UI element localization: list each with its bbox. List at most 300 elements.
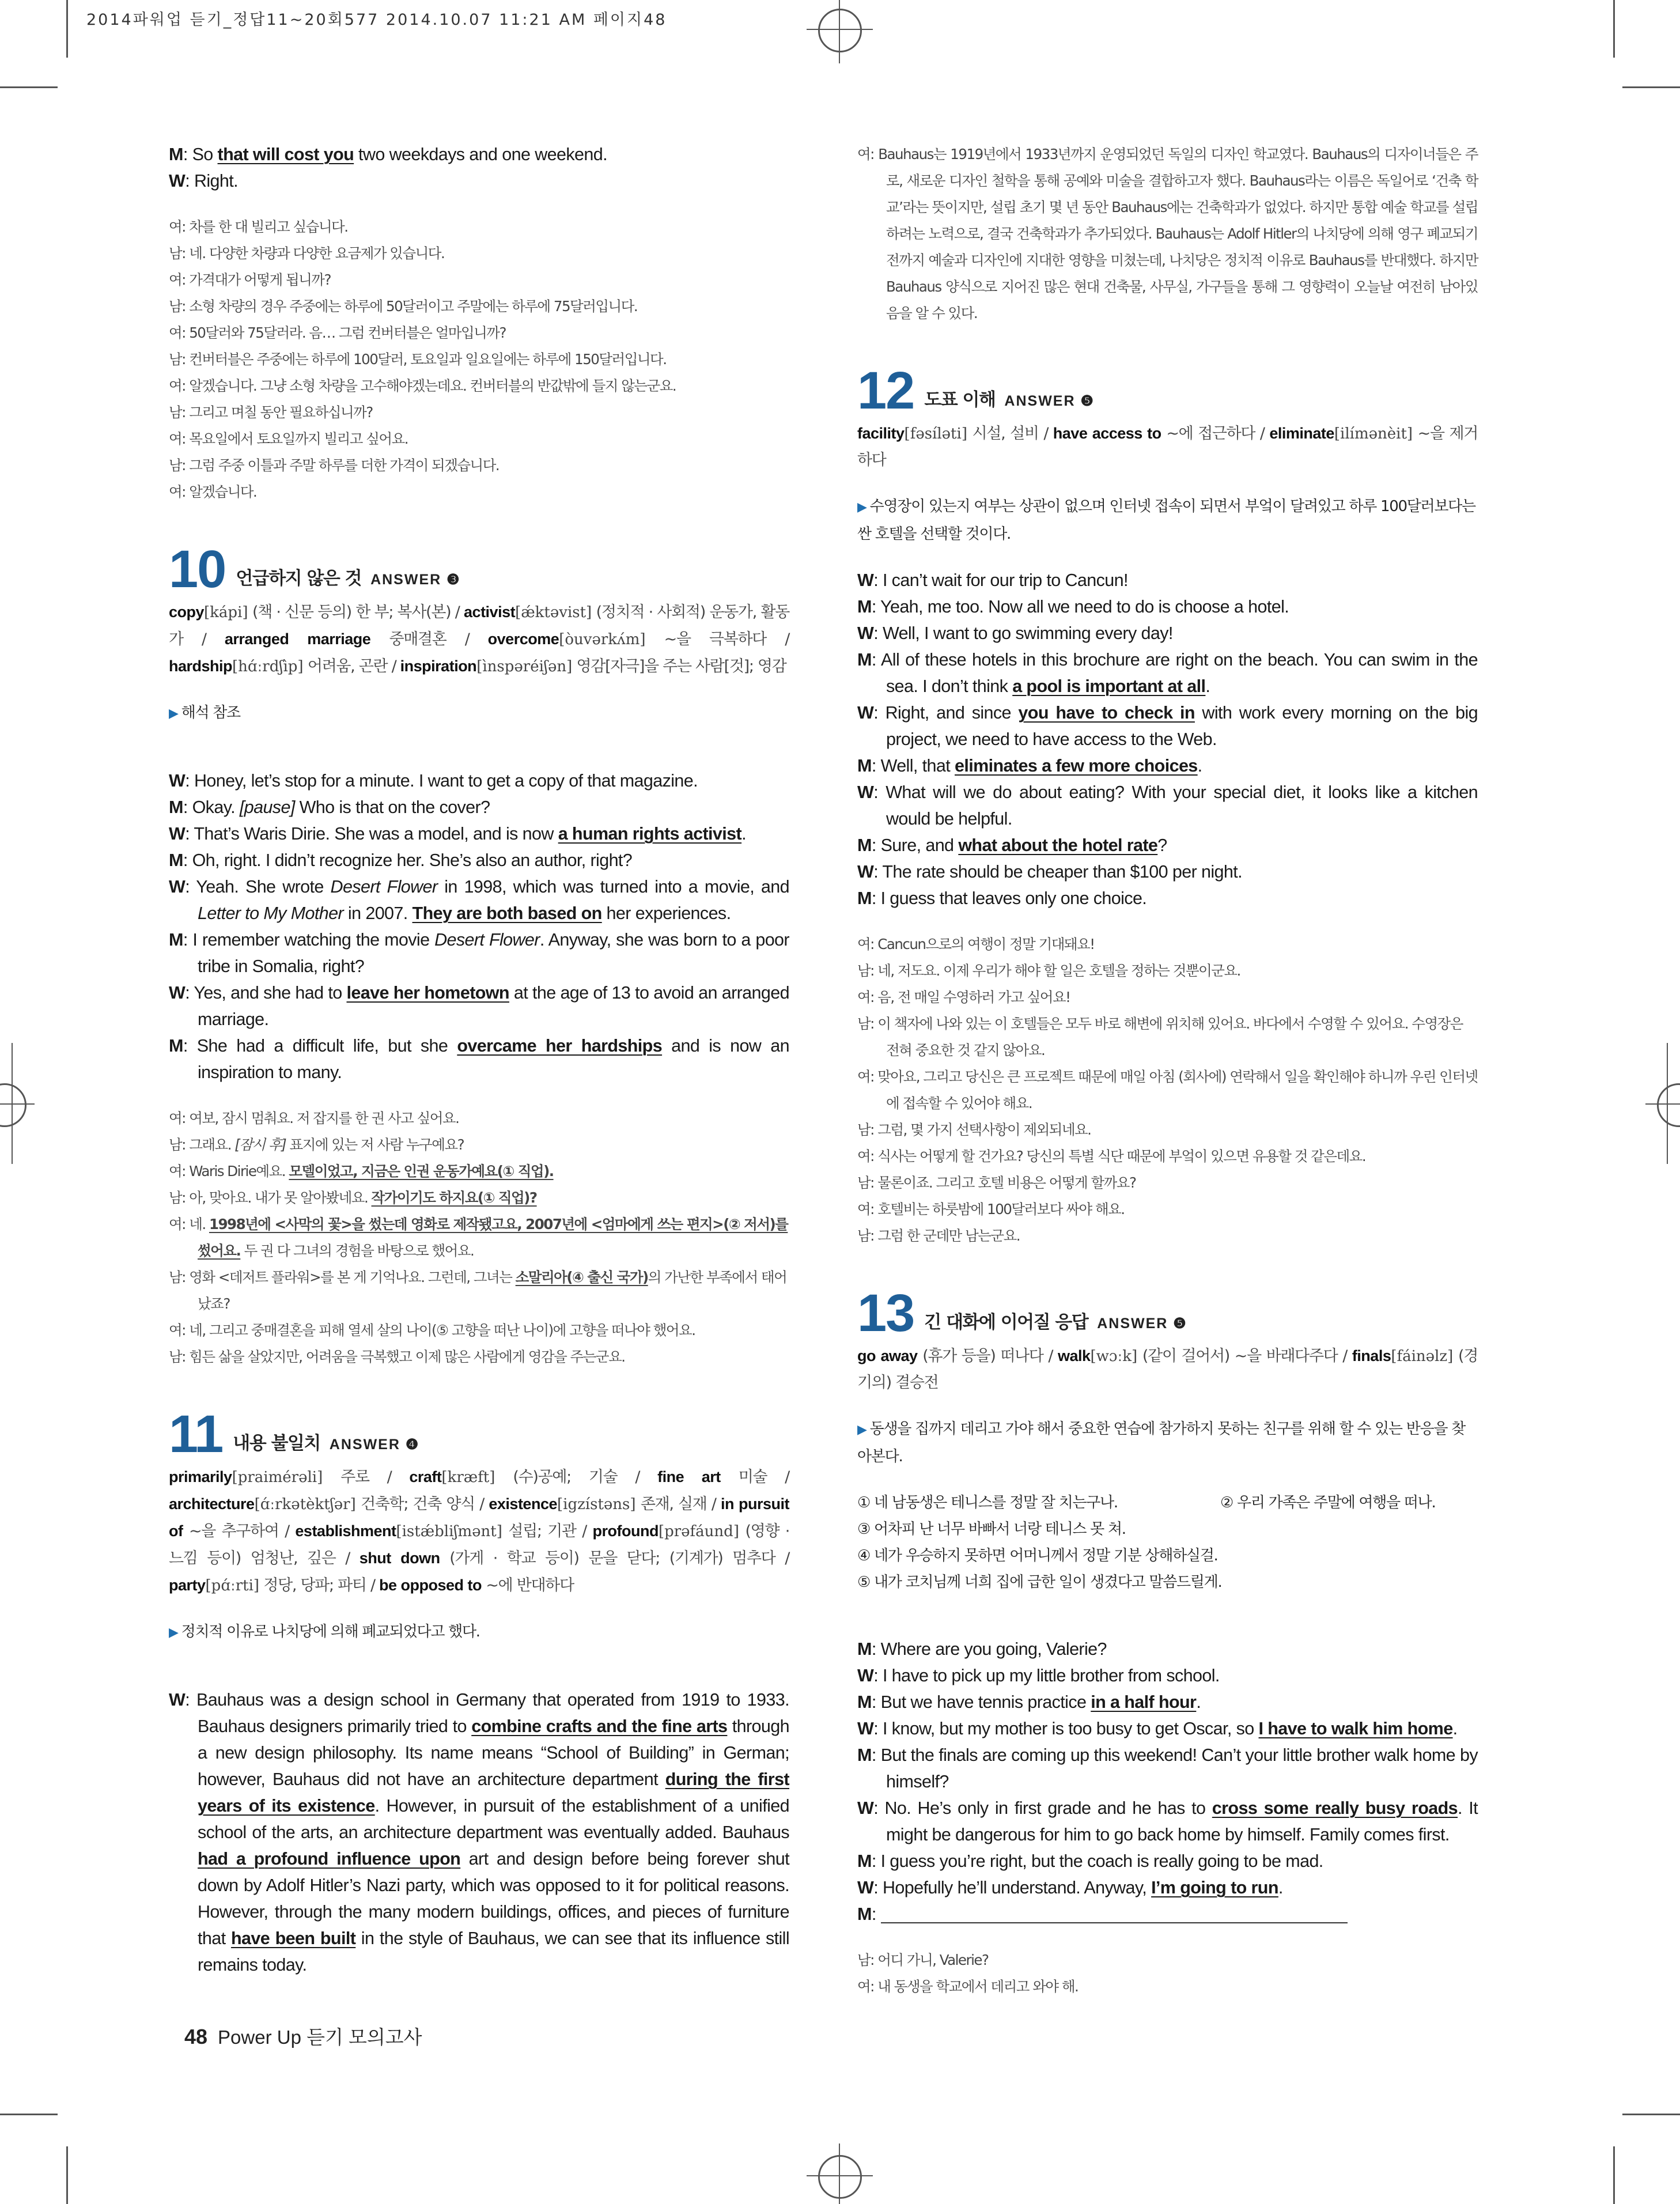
phonetic: [igzístəns]	[557, 1496, 636, 1513]
answer-blank	[881, 1905, 1348, 1923]
ko-line: 남: 그럼, 몇 가지 선택사항이 제외되네요.	[857, 1121, 1091, 1138]
ko-line	[169, 1132, 789, 1158]
text-run: through a new design philosophy. Its name means “School of Building” in German; however, Bauhaus did not have an architecture department	[198, 1717, 789, 1789]
dialog	[169, 768, 789, 1086]
ko-line	[169, 1185, 789, 1211]
dialog-line: W: That’s Waris Dirie. She was a model, and is now a human rights activist.	[169, 824, 746, 844]
crop-mark	[0, 1103, 35, 1105]
text-run: 남: 힘든 삶을 살았지만, 어려움을 극복했고 이제 많은 사람에게 영감을 주는군요.	[169, 1348, 625, 1365]
speaker-label: M	[169, 797, 183, 817]
italic-text: [pause]	[239, 797, 295, 817]
dialog-line: M: Where are you going, Valerie?	[857, 1639, 1107, 1659]
text-run: Right, and since	[885, 703, 1019, 723]
vocabulary	[169, 1464, 789, 1599]
crop-mark	[0, 2114, 58, 2115]
phonetic: [òuvərkʌ́m]	[559, 631, 646, 648]
speaker-label: W	[169, 771, 186, 791]
triangle-icon: ▶	[169, 1625, 178, 1640]
hint-text: 수영장이 있는지 여부는 상관이 없으며 인터넷 접속이 되면서 부엌이 달려있고 하루 100달러보다는 싼 호텔을 선택할 것이다.	[857, 498, 1475, 543]
page-footer	[184, 2022, 422, 2050]
text-run: That’s Waris Dirie. She was a model, and is now	[194, 824, 558, 844]
speaker-label: M	[857, 1904, 872, 1924]
underlined-phrase: cross some really busy roads	[1212, 1798, 1458, 1818]
text-run: 미술 /	[720, 1468, 789, 1486]
text-run: with work every morning on the big project, we need to have access to the Web.	[886, 703, 1478, 749]
vocab-term: arranged marriage	[224, 630, 371, 648]
speaker-label: W	[857, 623, 874, 643]
answer-option: ③ 어차피 난 너무 바빠서 너랑 테니스 못 쳐.	[857, 1521, 1126, 1538]
ko-line: 여: Cancun으로의 여행이 정말 기대돼요!	[857, 936, 1095, 952]
hint-text: 정치적 이유로 나치당에 의해 폐교되었다고 했다.	[181, 1623, 480, 1640]
dialog-line: W: Yes, and she had to leave her hometown at the age of 13 to avoid an arranged marriage.	[169, 983, 789, 1029]
answer-label: ANSWER ❺	[1004, 393, 1095, 409]
text-run: (휴가 등을) 떠나다 /	[917, 1347, 1058, 1365]
ko-line	[169, 1264, 789, 1317]
text-run: Yes, and she had to	[194, 983, 347, 1003]
text-run: 주로 /	[323, 1468, 410, 1486]
ko-line: 남: 네. 다양한 차량과 다양한 요금제가 있습니다.	[169, 245, 445, 262]
vocab-term: party	[169, 1577, 206, 1594]
section-13	[857, 1284, 1478, 2000]
ko-line: 여: 맞아요, 그리고 당신은 큰 프로젝트 때문에 매일 아침 (회사에) 연락해서 일을 확인해야 하니까 우린 인터넷에 접속할 수 있어야 해요.	[857, 1068, 1478, 1112]
dialog-line: M: But the finals are coming up this weekend! Can’t your little brother walk home by himself?	[857, 1745, 1478, 1791]
question-number: 11	[169, 1405, 223, 1464]
text-run: art and design before being forever shut down by Adolf Hitler’s Nazi party, which was opposed to it for political reasons. However, through the many modern buildings, offices, and pieces of furniture that	[198, 1849, 789, 1948]
triangle-icon: ▶	[169, 706, 178, 721]
text-run: 여: Waris Dirie예요.	[169, 1163, 289, 1180]
speaker-label: W	[857, 570, 874, 590]
speaker-label: M	[857, 1745, 872, 1765]
text-run: (책 · 신문 등의) 한 부; 복사(본) /	[248, 603, 464, 621]
top-dialog	[169, 141, 789, 194]
phonetic: [kápi]	[204, 604, 248, 621]
phonetic: [praimérəli]	[232, 1469, 323, 1486]
speaker-label: M	[169, 145, 183, 164]
italic-text: [잠시 후]	[234, 1136, 286, 1153]
ko-line: 여: 알겠습니다.	[169, 483, 257, 500]
underlined-phrase: what about the hotel rate	[958, 836, 1158, 855]
vocab-term: copy	[169, 603, 205, 621]
text-run: Right.	[194, 171, 239, 191]
text-run: two weekdays and one weekend.	[354, 145, 607, 164]
translation	[857, 931, 1478, 1249]
ko-line: 여: 식사는 어떻게 할 건가요? 당신의 특별 식단 때문에 부엌이 있으면 유용할 것 같은데요.	[857, 1148, 1366, 1165]
dialog-line: W: No. He’s only in first grade and he has to cross some really busy roads. It might be dangerous for him to go back home by himself. Family comes first.	[857, 1798, 1478, 1844]
registration-mark	[818, 2155, 862, 2199]
text-run: (같이 걸어서) ~을 바래다주다 /	[1137, 1347, 1352, 1365]
text-run: ~을 극복하다 /	[645, 630, 789, 648]
vocab-term: in pursuit of	[169, 1495, 789, 1540]
crop-mark	[1622, 2114, 1680, 2115]
vocab-term: architecture	[169, 1495, 255, 1513]
dialog-line: M: Oh, right. I didn’t recognize her. She’s also an author, right?	[169, 850, 633, 870]
ko-line: 남: 그럼 한 군데만 남는군요.	[857, 1227, 1020, 1244]
vocab-term: have access to	[1053, 425, 1161, 442]
translation	[857, 1947, 1478, 2000]
underlined-phrase: 모델이었고, 지금은 인권 운동가예요(① 직업).	[289, 1163, 554, 1180]
ko-line: 남: 컨버터블은 주중에는 하루에 100달러, 토요일과 일요일에는 하루에 150달러입니다.	[169, 351, 667, 368]
dialog-line: W: I know, but my mother is too busy to get Oscar, so I have to walk him home.	[857, 1719, 1458, 1738]
section-title: 도표 이해	[924, 390, 996, 410]
section-11	[169, 1405, 790, 1978]
vocab-term: walk	[1057, 1347, 1091, 1364]
text-run: She had a difficult life, but she	[196, 1036, 457, 1056]
text-run: 남: 그래요.	[169, 1136, 235, 1153]
speaker-label: W	[857, 1878, 874, 1897]
vocab-term: finals	[1352, 1347, 1391, 1364]
text-run: 남: 영화 <데저트 플라워>를 본 게 기억나요. 그런데, 그녀는	[169, 1269, 516, 1286]
crop-mark	[839, 2143, 840, 2204]
speaker-label: W	[857, 1666, 874, 1685]
answer-label: ANSWER ❹	[329, 1436, 420, 1453]
vocab-term: be opposed to	[379, 1577, 482, 1594]
right-column	[857, 141, 1478, 2000]
text-run: ~을 제거하다	[857, 425, 1478, 469]
speaker-label: W	[169, 983, 186, 1003]
text-run: I know, but my mother is too busy to get Oscar, so	[882, 1719, 1259, 1738]
text-run: 건축학; 건축 양식 /	[355, 1495, 489, 1513]
text-run: I can’t wait for our trip to Cancun!	[882, 570, 1128, 590]
text-run: 설립; 기관 /	[502, 1522, 593, 1540]
text-run: . It might be dangerous for him to go back home by himself. Family comes first.	[886, 1798, 1478, 1844]
text-run: Bauhaus was a design school in Germany that operated from 1919 to 1933. Bauhaus designers primarily tried to	[196, 1690, 790, 1736]
text-run: I have to pick up my little brother from school.	[882, 1666, 1220, 1685]
ko-line: 여: 알겠습니다. 그냥 소형 차량을 고수해야겠는데요. 컨버터블의 반값밖에 들지 않는군요.	[169, 377, 676, 394]
dialog-line: W: What will we do about eating? With your special diet, it looks like a kitchen would be helpful.	[857, 782, 1478, 829]
text-run: ~에 접근하다 /	[1161, 425, 1270, 443]
hint-text: 동생을 집까지 데리고 가야 해서 중요한 연습에 참가하지 못하는 친구를 위해 할 수 있는 반응을 찾아본다.	[857, 1420, 1465, 1465]
ko-line	[169, 1317, 789, 1344]
speaker-label: W	[169, 877, 186, 897]
print-header: 2014파워업 듣기_정답11~20회577 2014.10.07 11:21 AM 페이지48	[86, 11, 667, 29]
underlined-phrase: a pool is important at all	[1012, 676, 1206, 696]
registration-mark	[818, 9, 862, 52]
question-number: 13	[857, 1284, 914, 1343]
vocab-term: craft	[409, 1468, 442, 1485]
text-run: Sure, and	[880, 836, 959, 855]
vocab-term: inspiration	[400, 657, 477, 675]
underlined-phrase: leave her hometown	[346, 983, 509, 1003]
ko-line: 남: 네, 저도요. 이제 우리가 해야 할 일은 호텔을 정하는 것뿐이군요.	[857, 962, 1240, 979]
text-run: Where are you going, Valerie?	[880, 1639, 1107, 1659]
text-run: 시설, 설비 /	[967, 425, 1053, 443]
text-run: (수)공예; 기술 /	[495, 1468, 658, 1486]
phonetic: [kræft]	[441, 1469, 495, 1486]
dialog-line: M: She had a difficult life, but she overcame her hardships and is now an inspiration to many.	[169, 1036, 790, 1082]
ko-line	[169, 1211, 789, 1264]
section-10	[169, 540, 790, 1370]
underlined-phrase: you have to check in	[1018, 703, 1195, 723]
underlined-phrase: had a profound influence upon	[198, 1849, 461, 1869]
phonetic: [ìnspəréiʃən]	[476, 658, 573, 675]
text-run: .	[1452, 1719, 1458, 1738]
text-run: ~에 반대하다	[482, 1577, 574, 1594]
text-run: ?	[1157, 836, 1167, 855]
text-run: What will we do about eating? With your special diet, it looks like a kitchen would be helpful.	[886, 782, 1478, 829]
underlined-phrase: I’m going to run	[1151, 1878, 1278, 1897]
text-run: Hopefully he’ll understand. Anyway,	[882, 1878, 1152, 1897]
vocab-term: profound	[592, 1522, 659, 1540]
answer-option: ⑤ 내가 코치님께 너희 집에 급한 일이 생겼다고 말씀드릴게.	[857, 1574, 1222, 1591]
underlined-phrase: during the first years of its existence	[198, 1770, 789, 1816]
underlined-phrase: 소말리아(④ 출신 국가)	[515, 1269, 648, 1286]
underlined-phrase: that will cost you	[217, 145, 354, 164]
text-run: Oh, right. I didn’t recognize her. She’s also an author, right?	[192, 850, 633, 870]
speaker-label: M	[857, 1692, 872, 1712]
dialog-line: W: Honey, let’s stop for a minute. I want to get a copy of that magazine.	[169, 771, 698, 791]
text-run: 표지에 있는 저 사람 누구예요?	[286, 1136, 464, 1153]
speaker-label: W	[857, 1719, 874, 1738]
dialog-line: M: But we have tennis practice in a half hour.	[857, 1692, 1201, 1712]
dialog	[857, 567, 1478, 912]
underlined-phrase: 1998년에 <사막의 꽃>을 썼는데 영화로 제작됐고요, 2007년에 <엄마에게 쓰는 편지>(② 저서)를 썼어요.	[198, 1216, 788, 1259]
dialog-line: M: All of these hotels in this brochure are right on the beach. You can swim in the sea. I don’t think a pool is important at all.	[857, 650, 1478, 696]
dialog-line: W: Well, I want to go swimming every day!	[857, 623, 1173, 643]
vocabulary	[857, 420, 1478, 474]
text-run: .	[1197, 756, 1202, 776]
ko-line: 남: 이 책자에 나와 있는 이 호텔들은 모두 바로 해변에 위치해 있어요. 바다에서 수영할 수 있어요. 수영장은 전혀 중요한 것 같지 않아요.	[857, 1015, 1463, 1058]
ko-line: 남: 그럼 주중 이틀과 주말 하루를 더한 가격이 되겠습니다.	[169, 457, 500, 474]
question-number: 12	[857, 361, 914, 420]
text-run: No. He’s only in first grade and he has to	[884, 1798, 1212, 1818]
speaker-label: W	[857, 703, 874, 723]
dialog-line: W: I have to pick up my little brother from school.	[857, 1666, 1220, 1685]
underlined-phrase: a human rights activist	[558, 824, 742, 844]
text-run: So	[192, 145, 218, 164]
left-column	[169, 141, 789, 1978]
phonetic: [wɔːk]	[1090, 1348, 1138, 1365]
text-run: (경기의) 결승전	[857, 1347, 1478, 1392]
speaker-label: M	[857, 756, 872, 776]
triangle-icon: ▶	[857, 1423, 867, 1437]
dialog-line: W: Hopefully he’ll understand. Anyway, I’m going to run.	[857, 1878, 1283, 1897]
text-run: The rate should be cheaper than $100 per night.	[882, 862, 1243, 882]
speaker-label: W	[169, 171, 186, 191]
section-title: 언급하지 않은 것	[236, 568, 362, 589]
text-run: 여: 네, 그리고 중매결혼을 피해 열세 살의 나이(⑤ 고향을 떠난 나이)에 고향을 떠나야 했어요.	[169, 1322, 695, 1339]
ko-line: 여: 목요일에서 토요일까지 빌리고 싶어요.	[169, 430, 408, 447]
speaker-label: M	[857, 1639, 872, 1659]
underlined-phrase: in a half hour	[1091, 1692, 1197, 1712]
speaker-label: W	[857, 782, 874, 802]
question-number: 10	[169, 540, 226, 599]
monologue	[169, 1687, 789, 1978]
ko-line	[169, 1158, 789, 1185]
section-header	[857, 361, 1478, 420]
dialog-line: M:	[857, 1901, 1478, 1927]
text-run: 중매결혼 /	[370, 630, 488, 648]
speaker-label: M	[857, 650, 872, 670]
underlined-phrase: overcame her hardships	[457, 1036, 663, 1056]
ko-line	[169, 1344, 789, 1370]
ko-line: 여: 50달러와 75달러라. 음… 그럼 컨버터블은 얼마입니까?	[169, 324, 506, 341]
speaker-label: M	[169, 850, 183, 870]
text-run: 의 가난한 부족에서 태어났죠?	[198, 1269, 787, 1312]
vocab-term: go away	[857, 1347, 918, 1364]
dialog	[857, 1636, 1478, 1927]
text-run: 어려움, 곤란 /	[303, 657, 400, 675]
speaker-label: W	[857, 862, 874, 882]
underlined-phrase: eliminates a few more choices	[955, 756, 1198, 776]
dialog-line: W: Right, and since you have to check in with work every morning on the big project, we need to have access to the Web.	[857, 703, 1478, 749]
ko-line: 여: 호텔비는 하룻밤에 100달러보다 싸야 해요.	[857, 1201, 1125, 1218]
vocab-term: fine art	[657, 1468, 721, 1485]
vocab-term: establishment	[295, 1522, 396, 1540]
dialog-line: W: Right.	[169, 171, 239, 191]
translation	[169, 1105, 789, 1370]
speaker-label: M	[857, 1851, 872, 1871]
text-run: (가게 · 학교 등이) 문을 닫다; (기계가) 멈추다 /	[440, 1549, 789, 1567]
ko-line: 남: 그리고 며칠 동안 필요하십니까?	[169, 404, 373, 421]
speaker-label: W	[169, 824, 186, 844]
speaker-label: M	[169, 930, 183, 950]
text-run: (영향 · 느낌 등이) 엄청난, 깊은 /	[169, 1522, 789, 1567]
dialog-line: W: Yeah. She wrote Desert Flower in 1998, which was turned into a movie, and Letter to My Mother in 2007. They are both based on her experiences.	[169, 877, 789, 923]
ko-line: 남: 물론이죠. 그리고 호텔 비용은 어떻게 할까요?	[857, 1174, 1136, 1191]
ko-paragraph: 여: Bauhaus는 1919년에서 1933년까지 운영되었던 독일의 디자인 학교였다. Bauhaus의 디자이너들은 주로, 새로운 디자인 철학을 통해 공예와 미술을 결합하고자 했다. Bauhaus라는 이름은 독일어로 ‘건축 학교’라는 뜻이지만, 설립 초기 몇 년 동안 Bauhaus에는 건축학과가 없었다. 하지만 통합 예술 학교를 설립하려는 노력으로, 결국 건축학과가 추가되었다. Bauhaus는 Adolf Hitler의 나치당에 의해 영구 폐교되기 전까지 예술과 디자인에 지대한 영향을 미쳤는데, 나치당은 정치적 이유로 Bauhaus를 반대했다. 하지만 Bauhaus 양식으로 지어진 많은 현대 건축물, 사무실, 가구들을 통해 그 영향력이 오늘날 여전히 남아있음을 알 수 있다.	[857, 146, 1478, 322]
vocab-term: activist	[464, 603, 516, 621]
text-run: 여: 여보, 잠시 멈춰요. 저 잡지를 한 권 사고 싶어요.	[169, 1110, 459, 1126]
vocab-term: overcome	[487, 630, 559, 648]
text-run: . However, in pursuit of the establishment of a unified school of the arts, an architecture department was eventually added. Bauhaus	[198, 1796, 789, 1842]
text-run: .	[1196, 1692, 1201, 1712]
text-run: .	[1278, 1878, 1283, 1897]
ko-line: 여: 음, 전 매일 수영하러 가고 싶어요!	[857, 989, 1070, 1005]
text-run: in 1998, which was turned into a movie, and	[437, 877, 789, 897]
crop-mark	[12, 1043, 13, 1164]
text-run: her experiences.	[601, 903, 731, 923]
hint-text: 해석 참조	[181, 704, 240, 721]
text-run: (정치적 · 사회적) 운동가, 활동가 /	[169, 603, 789, 648]
answer-options	[857, 1490, 1478, 1596]
dialog-line: M: Sure, and what about the hotel rate?	[857, 836, 1167, 855]
underlined-phrase: combine crafts and the fine arts	[471, 1717, 728, 1736]
phonetic: [ilímənèit]	[1334, 425, 1413, 443]
text-run: But we have tennis practice	[880, 1692, 1091, 1712]
answer-option: ④ 네가 우승하지 못하면 어머니께서 정말 기분 상해하실걸.	[857, 1547, 1218, 1564]
phonetic: [istǽbliʃmənt]	[396, 1523, 502, 1540]
ko-line: 여: 내 동생을 학교에서 데리고 와야 해.	[857, 1978, 1079, 1995]
section-title: 긴 대화에 이어질 응답	[924, 1312, 1088, 1333]
crop-mark	[1645, 1103, 1680, 1105]
vocab-term: eliminate	[1269, 425, 1334, 442]
underlined-phrase: They are both based on	[412, 903, 602, 923]
registration-mark	[0, 1083, 27, 1127]
answer-label: ANSWER ❺	[1097, 1315, 1187, 1332]
hint	[169, 1619, 789, 1646]
vocab-term: hardship	[169, 657, 233, 675]
speaker-label: M	[857, 597, 872, 617]
speaker-label: W	[169, 1690, 186, 1710]
phonetic: [ǽktəvist]	[515, 604, 592, 621]
italic-text: Letter to My Mother	[198, 903, 344, 923]
text-run: in the style of Bauhaus, we can see that its influence still remains today.	[198, 1929, 789, 1975]
phonetic: [fáinəlz]	[1391, 1348, 1454, 1365]
crop-mark	[0, 86, 58, 88]
text-run: in 2007.	[343, 903, 413, 923]
crop-mark	[1613, 0, 1615, 58]
text-run: I guess that leaves only one choice.	[880, 889, 1147, 908]
dialog-line: M: Okay. [pause] Who is that on the cover?	[169, 797, 490, 817]
text-run: I guess you’re right, but the coach is really going to be mad.	[880, 1851, 1323, 1871]
ko-line	[169, 1105, 789, 1132]
ko-line: 남: 어디 가니, Valerie?	[857, 1952, 989, 1968]
text-run: 두 권 다 그녀의 경험을 바탕으로 했어요.	[240, 1242, 474, 1259]
phonetic: [prəfáund]	[658, 1523, 739, 1540]
text-run: Honey, let’s stop for a minute. I want to get a copy of that magazine.	[194, 771, 698, 791]
dialog-line: W: The rate should be cheaper than $100 per night.	[857, 862, 1243, 882]
vocab-term: facility	[857, 425, 905, 442]
section-12	[857, 361, 1478, 1249]
answer-option: ② 우리 가족은 주말에 여행을 떠나.	[1220, 1494, 1436, 1511]
hint	[857, 1416, 1478, 1470]
phonetic: [fəsíləti]	[904, 425, 967, 443]
text-run: ~을 추구하여 /	[183, 1522, 296, 1540]
registration-mark	[1657, 1083, 1680, 1127]
dialog-line: M: Yeah, me too. Now all we need to do is choose a hotel.	[857, 597, 1289, 617]
dialog-line: W: I can’t wait for our trip to Cancun!	[857, 570, 1128, 590]
underlined-phrase: I have to walk him home	[1258, 1719, 1453, 1738]
italic-text: Desert Flower	[330, 877, 438, 897]
crop-mark	[807, 29, 873, 30]
section-title: 내용 불일치	[233, 1433, 320, 1454]
section-header	[169, 540, 789, 599]
text-run: 여: 네.	[169, 1216, 209, 1233]
text-run: 존재, 실재 /	[635, 1495, 721, 1513]
speaker-label: M	[857, 889, 872, 908]
phonetic: [hɑ́ːrdʃìp]	[232, 658, 304, 675]
section-header	[857, 1284, 1478, 1343]
text-run: I remember watching the movie	[192, 930, 435, 950]
phonetic: [ɑ́ːrkətèktʃər]	[254, 1496, 356, 1513]
phonetic: [pɑ́ːrti]	[205, 1577, 260, 1594]
text-run: Yeah, me too. Now all we need to do is choose a hotel.	[880, 597, 1289, 617]
vocab-term: primarily	[169, 1468, 232, 1485]
text-run: But the finals are coming up this weekend! Can’t your little brother walk home by himself?	[880, 1745, 1478, 1791]
top-translation	[169, 214, 789, 505]
italic-text: Desert Flower	[434, 930, 540, 950]
crop-mark	[807, 2175, 873, 2176]
vocabulary	[857, 1343, 1478, 1396]
text-run: .	[741, 824, 746, 844]
triangle-icon: ▶	[857, 500, 867, 515]
crop-mark	[66, 0, 68, 58]
speaker-label: M	[857, 836, 872, 855]
dialog-line: M: Well, that eliminates a few more choices.	[857, 756, 1202, 776]
text-run: Who is that on the cover?	[294, 797, 490, 817]
ko-line: 남: 소형 차량의 경우 주중에는 하루에 50달러이고 주말에는 하루에 75달러입니다.	[169, 298, 638, 315]
crop-mark	[1622, 86, 1680, 88]
underlined-phrase: have been built	[230, 1929, 356, 1948]
crop-mark	[1667, 1043, 1668, 1164]
hint	[857, 493, 1478, 547]
underlined-phrase: 작가이기도 하지요(① 직업)?	[371, 1189, 537, 1206]
text-run: Well, that	[880, 756, 955, 776]
dialog-line: M: So that will cost you two weekdays and one weekend.	[169, 145, 607, 164]
section-header	[169, 1405, 789, 1464]
answer-label: ANSWER ❸	[370, 572, 461, 588]
speaker-label: W	[857, 1798, 874, 1818]
text-run: 영감[자극]을 주는 사람[것]; 영감	[572, 657, 786, 675]
text-run: All of these hotels in this brochure are right on the beach. You can swim in the sea. I don’t think	[881, 650, 1478, 696]
text-run: Yeah. She wrote	[196, 877, 331, 897]
text-run: Okay.	[192, 797, 240, 817]
crop-mark	[1613, 2146, 1615, 2204]
text-run: 남: 아, 맞아요. 내가 못 알아봤네요.	[169, 1189, 372, 1206]
vocabulary	[169, 599, 789, 680]
hint	[169, 700, 789, 727]
vocab-term: shut down	[359, 1549, 440, 1567]
